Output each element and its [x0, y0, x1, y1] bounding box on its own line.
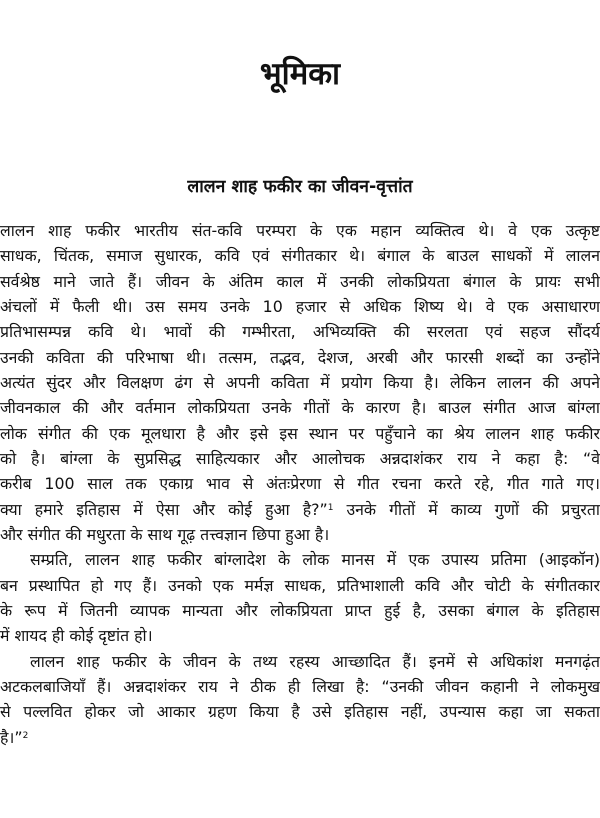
line-text: साधक, चिंतक, समाज सुधारक, कवि एवं संगीतकार थे। बंगाल के बाउल साधकों में लालन	[0, 246, 600, 266]
line-text: सम्प्रति, लालन शाह फकीर बांग्लादेश के लोक मानस में एक उपास्य प्रतिमा (आइकॉन)	[30, 550, 600, 570]
text-line	[0, 346, 600, 370]
line-text: को है। बांग्ला के सुप्रसिद्ध साहित्यकार और आलोचक अन्नदाशंकर राय ने कहा है: “वे	[0, 448, 600, 468]
text-line	[0, 650, 600, 674]
footnote-marker: 1	[327, 502, 334, 513]
line-text: जीवनकाल की और वर्तमान लोकप्रियता उनके गीतों के कारण है। बाउल संगीत आज बांग्ला	[0, 398, 600, 418]
text-line	[0, 624, 600, 648]
text-line	[0, 523, 600, 547]
line-text: सर्वश्रेष्ठ माने जाते हैं। जीवन के अंतिम काल में उनकी लोकप्रियता बंगाल के प्रायः सभी	[0, 271, 600, 291]
line-text: लालन शाह फकीर के जीवन के तथ्य रहस्य आच्छादित हैं। इनमें से अधिकांश मनगढ़ंत	[30, 651, 600, 671]
line-text: में शायद ही कोई दृष्टांत हो।	[0, 626, 153, 646]
line-text: से पल्लवित होकर जो आकार ग्रहण किया है उसे इतिहास नहीं, उपन्यास कहा जा सकता	[0, 702, 600, 722]
text-line	[0, 498, 600, 522]
line-text: क्या हमारे इतिहास में ऐसा और कोई हुआ है?”	[0, 499, 328, 519]
text-line	[0, 371, 600, 395]
line-text: अटकलबाजियाँ हैं। अन्नदाशंकर राय ने ठीक ही लिखा है: “उनकी जीवन कहानी ने लोकमुख	[0, 676, 600, 696]
line-text: अंचलों में फैली थी। उस समय उनके 10 हजार से अधिक शिष्य थे। वे एक असाधारण	[0, 296, 600, 316]
footnote-marker: 2	[22, 730, 29, 741]
line-text: लोक संगीत की एक मूलधारा है और इसे इस स्थान पर पहुँचाने का श्रेय लालन शाह फकीर	[0, 423, 600, 443]
page-title: भूमिका	[259, 56, 341, 92]
text-line	[0, 219, 600, 243]
text-line	[0, 244, 600, 268]
text-line	[0, 472, 600, 496]
text-line	[0, 548, 600, 572]
text-line	[0, 447, 600, 471]
text-line	[0, 295, 600, 319]
line-text: के रूप में जितनी व्यापक मान्यता और लोकप्रियता प्राप्त हुई है, उसका बंगाल के इतिहास	[0, 600, 600, 620]
text-line	[0, 320, 600, 344]
line-text: और संगीत की मधुरता के साथ गूढ़ तत्त्वज्ञान छिपा हुआ है।	[0, 524, 330, 544]
line-text: है।”	[0, 727, 23, 747]
text-line	[0, 599, 600, 623]
text-line	[0, 700, 600, 724]
text-line	[0, 422, 600, 446]
text-line	[0, 574, 600, 598]
text-line	[0, 675, 600, 699]
line-text: करीब 100 साल तक एकाग्र भाव से अंतःप्रेरणा से गीत रचना करते रहे, गीत गाते गए।	[0, 474, 600, 494]
text-line	[0, 270, 600, 294]
text-line	[0, 726, 600, 750]
line-text: लालन शाह फकीर भारतीय संत-कवि परम्परा के एक महान व्यक्तित्व थे। वे एक उत्कृष्ट	[0, 221, 600, 240]
text-line	[0, 396, 600, 420]
line-text: अत्यंत सुंदर और विलक्षण ढंग से अपनी कविता में प्रयोग किया है। लेकिन लालन की अपने	[0, 372, 600, 392]
line-text-continued: उनके गीतों में काव्य गुणों की प्रचुरता	[333, 499, 600, 519]
line-text: बन प्रस्थापित हो गए हैं। उनको एक मर्मज्ञ साधक, प्रतिभाशाली कवि और चोटी के संगीतकार	[0, 575, 600, 595]
section-heading: लालन शाह फकीर का जीवन-वृत्तांत	[187, 177, 413, 197]
line-text: उनकी कविता की परिभाषा थी। तत्सम, तद्भव, देशज, अरबी और फारसी शब्दों का उन्होंने	[0, 347, 600, 367]
line-text: प्रतिभासम्पन्न कवि थे। भावों की गम्भीरता, अभिव्यक्ति की सरलता एवं सहज सौंदर्य	[0, 322, 600, 342]
